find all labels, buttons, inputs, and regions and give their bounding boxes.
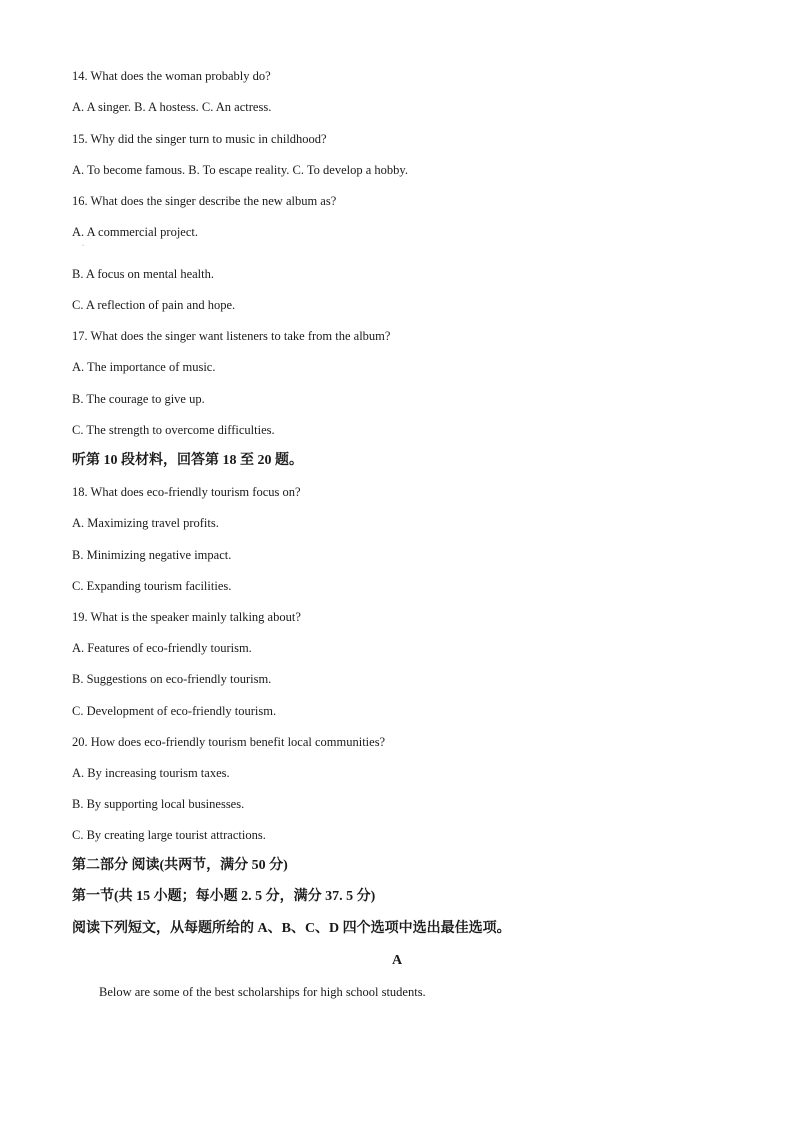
question-17-option-c: C. The strength to overcome difficulties. xyxy=(72,423,275,437)
instruction: 阅读下列短文，从每题所给的 A、B、C、D 四个选项中选出最佳选项。 xyxy=(72,921,511,936)
question-20-option-b: B. By supporting local businesses. xyxy=(72,797,245,811)
question-19-option-c: C. Development of eco-friendly tourism. xyxy=(72,704,277,718)
question-19-option-b: B. Suggestions on eco-friendly tourism. xyxy=(72,672,272,686)
question-15: 15. Why did the singer turn to music in childhood? xyxy=(72,132,327,146)
part-heading: 第二部分 阅读(共两节，满分 50 分) xyxy=(72,858,288,873)
question-16-option-b: B. A focus on mental health. xyxy=(72,267,214,281)
question-19-option-a: A. Features of eco-friendly tourism. xyxy=(72,641,252,655)
passage-intro: Below are some of the best scholarships for high school students. xyxy=(99,985,426,999)
question-18: 18. What does eco-friendly tourism focus on? xyxy=(72,485,301,499)
section-heading: 第一节(共 15 小题；每小题 2. 5 分，满分 37. 5 分) xyxy=(72,889,376,904)
passage-label: A xyxy=(391,953,403,968)
question-15-options: A. To become famous. B. To escape reality. C. To develop a hobby. xyxy=(72,163,408,177)
question-17-option-b: B. The courage to give up. xyxy=(72,392,205,406)
question-18-option-c: C. Expanding tourism facilities. xyxy=(72,579,232,593)
question-18-option-b: B. Minimizing negative impact. xyxy=(72,548,232,562)
question-20: 20. How does eco-friendly tourism benefit local communities? xyxy=(72,735,386,749)
question-19: 19. What is the speaker mainly talking about? xyxy=(72,610,301,624)
question-18-option-a: A. Maximizing travel profits. xyxy=(72,516,219,530)
question-16: 16. What does the singer describe the new album as? xyxy=(72,194,337,208)
question-17: 17. What does the singer want listeners to take from the album? xyxy=(72,329,391,343)
question-20-option-c: C. By creating large tourist attractions. xyxy=(72,828,266,842)
section-heading-10: 听第 10 段材料，回答第 18 至 20 题。 xyxy=(72,453,303,468)
question-16-option-c: C. A reflection of pain and hope. xyxy=(72,298,236,312)
stray-mark: · xyxy=(82,243,84,249)
question-20-option-a: A. By increasing tourism taxes. xyxy=(72,766,230,780)
question-14: 14. What does the woman probably do? xyxy=(72,69,271,83)
question-16-option-a: A. A commercial project. xyxy=(72,225,199,239)
question-17-option-a: A. The importance of music. xyxy=(72,360,216,374)
question-14-options: A. A singer. B. A hostess. C. An actress. xyxy=(72,100,272,114)
